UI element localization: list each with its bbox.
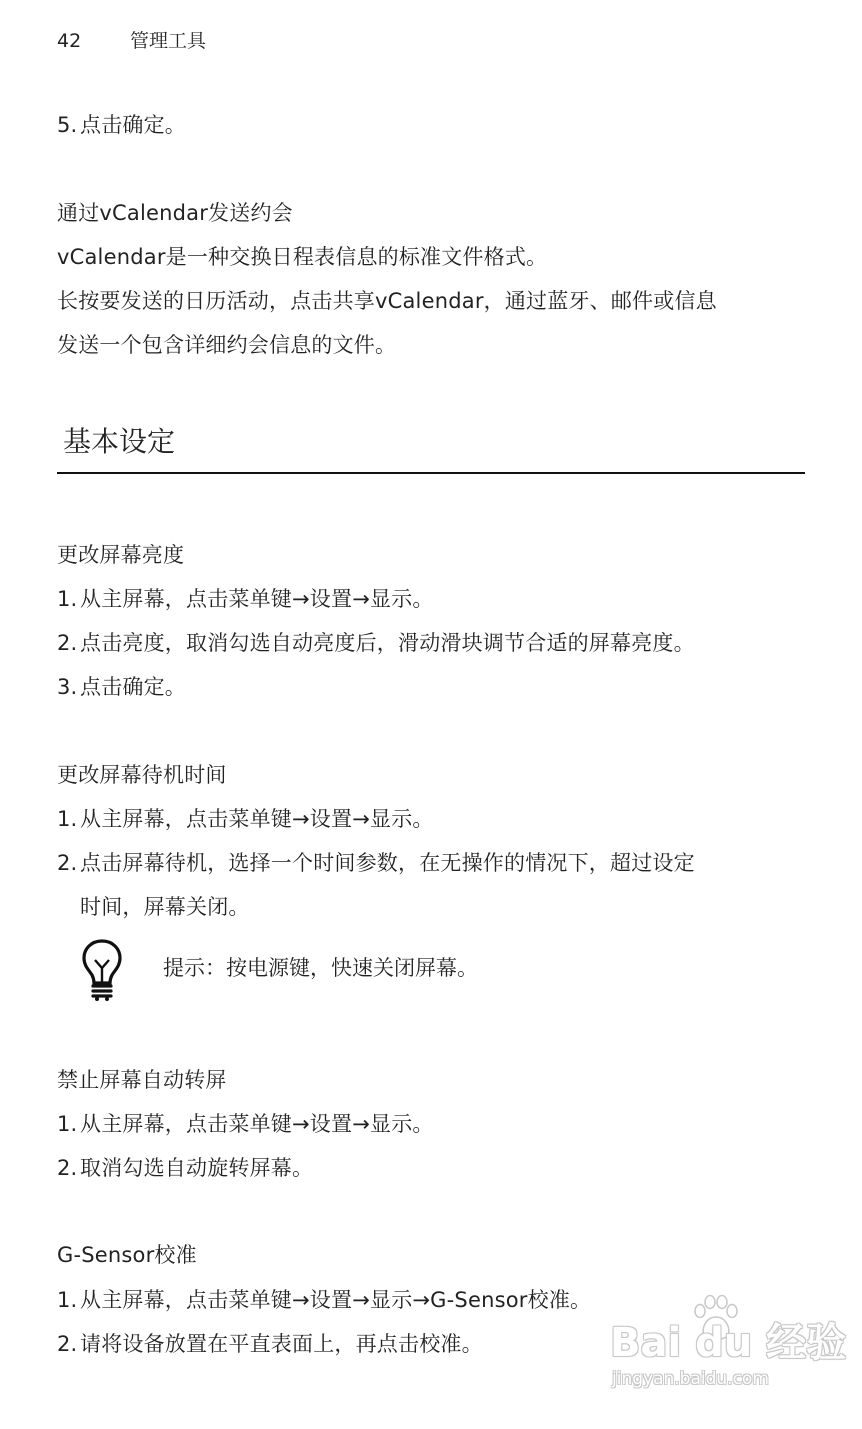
list-item (57, 1329, 483, 1359)
subsection-heading-standby: 更改屏幕待机时间 (57, 763, 227, 787)
step-text: 取消勾选自动旋转屏幕。 (80, 1156, 314, 1180)
step-number: 3. (57, 675, 78, 699)
list-item (57, 672, 186, 702)
watermark-brand: Bai du 经验 (610, 1320, 847, 1366)
baidu-jingyan-watermark (604, 1295, 847, 1395)
step-number: 2. (57, 1332, 78, 1356)
step-number: 1. (57, 587, 78, 611)
subsection-heading-rotate: 禁止屏幕自动转屏 (57, 1068, 227, 1092)
step-text: 从主屏幕，点击菜单键→设置→显示。 (80, 807, 434, 831)
step-number: 1. (57, 1112, 78, 1136)
page-number: 42 (57, 30, 82, 52)
list-item (57, 804, 434, 834)
step-number: 2. (57, 1156, 78, 1180)
paragraph-line: vCalendar是一种交换日程表信息的标准文件格式。 (57, 245, 548, 269)
list-item (57, 628, 695, 658)
step-text: 点击确定。 (80, 113, 186, 137)
list-item (57, 1153, 313, 1183)
list-item (57, 1285, 591, 1315)
step-text: 从主屏幕，点击菜单键→设置→显示。 (80, 587, 434, 611)
watermark-url: jingyan.baidu.com (612, 1369, 769, 1389)
subsection-heading-brightness: 更改屏幕亮度 (57, 543, 185, 567)
subsection-heading-gsensor: G-Sensor校准 (57, 1243, 197, 1267)
step-text: 从主屏幕，点击菜单键→设置→显示。 (80, 1112, 434, 1136)
step-text: 请将设备放置在平直表面上，再点击校准。 (80, 1332, 483, 1356)
paragraph-line: 长按要发送的日历活动，点击共享vCalendar，通过蓝牙、邮件或信息 (57, 289, 717, 313)
list-item (57, 110, 186, 140)
step-number: 1. (57, 1288, 78, 1312)
step-number: 1. (57, 807, 78, 831)
tip-text: 提示：按电源键，快速关闭屏幕。 (163, 956, 478, 980)
step-text: 从主屏幕，点击菜单键→设置→显示→G-Sensor校准。 (80, 1288, 592, 1312)
chapter-title: 管理工具 (130, 30, 207, 52)
paragraph-line: 发送一个包含详细约会信息的文件。 (57, 333, 397, 357)
step-text: 点击亮度，取消勾选自动亮度后，滑动滑块调节合适的屏幕亮度。 (80, 631, 695, 655)
list-item (57, 584, 434, 614)
subsection-heading-vcalendar: 通过vCalendar发送约会 (57, 201, 293, 225)
list-item (57, 848, 695, 878)
step-number: 2. (57, 851, 78, 875)
step-number: 2. (57, 631, 78, 655)
step-number: 5. (57, 113, 78, 137)
section-divider (57, 472, 805, 474)
lightbulb-icon (80, 938, 124, 1002)
section-title: 基本设定 (63, 425, 176, 458)
list-item (57, 1109, 434, 1139)
step-text: 点击确定。 (80, 675, 186, 699)
step-text: 点击屏幕待机，选择一个时间参数，在无操作的情况下，超过设定 (80, 851, 695, 875)
step-text-continuation: 时间，屏幕关闭。 (80, 895, 250, 919)
